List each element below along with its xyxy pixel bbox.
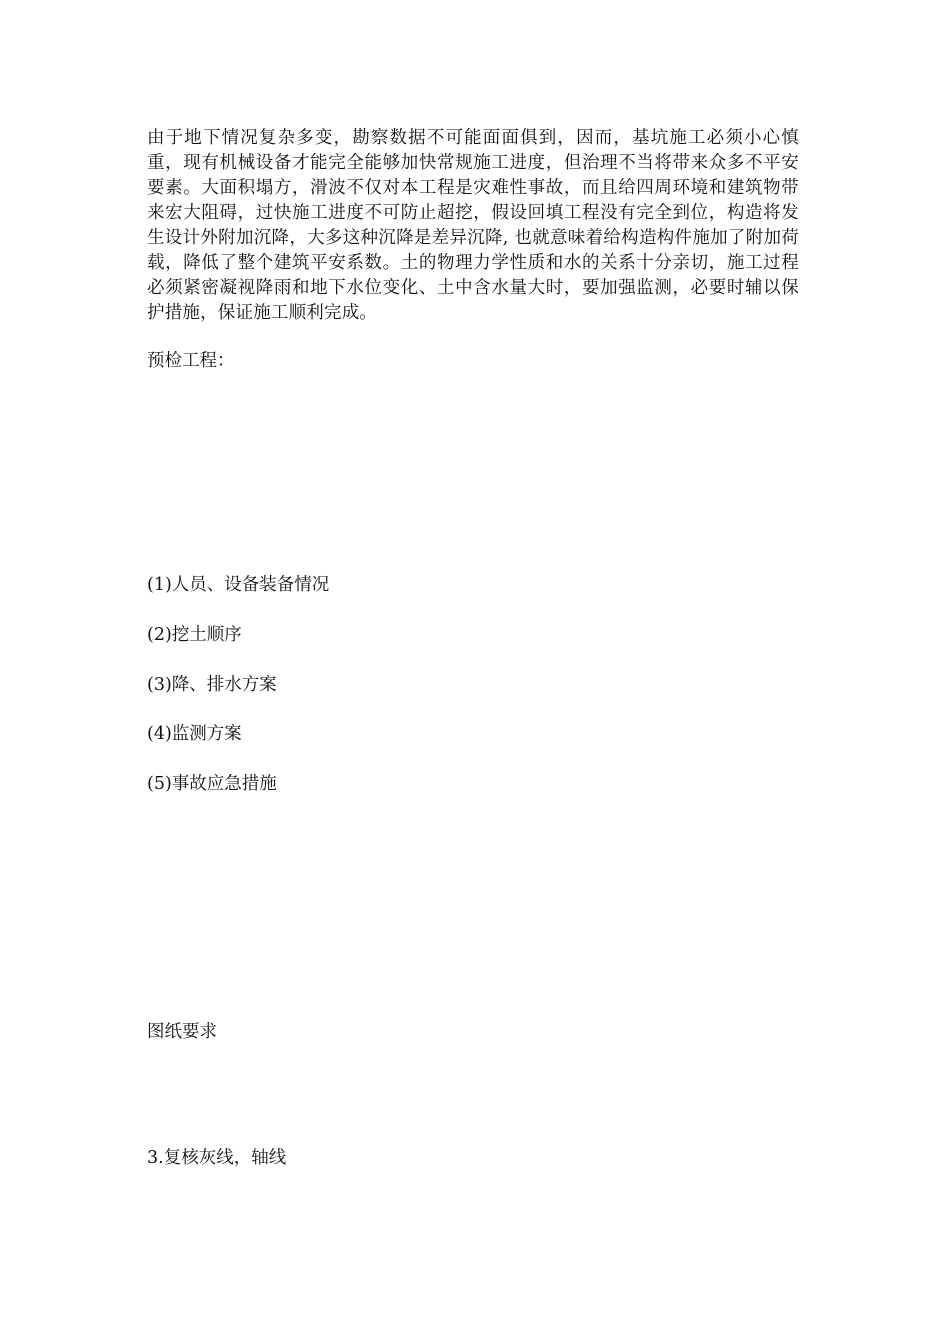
list-item-dewatering-plan: (3)降、排水方案 [147, 675, 277, 695]
recheck-lines-heading: 3.复核灰线，轴线 [147, 1148, 287, 1168]
drawing-requirements-heading: 图纸要求 [147, 1022, 217, 1042]
intro-paragraph: 由于地下情况复杂多变，勘察数据不可能面面俱到，因而，基坑施工必须小心慎重，现有机械设备才能完全能够加快常规施工进度，但治理不当将带来众多不平安要素。大面积塌方，滑波不仅对本工程是灾难性事故，而且给四周环境和建筑物带来宏大阻碍，过快施工进度不可防止超挖，假设回填工程没有完全到位，构造将发生设计外附加沉降，大多这种沉降是差异沉降, 也就意味着给构造构件施加了附加荷载，降低了整个建筑平安系数。土的物理力学性质和水的关系十分亲切，施工过程必须紧密凝视降雨和地下水位变化、土中含水量大时，要加强监测，必要时辅以保护措施，保证施工顺利完成。 [147, 128, 799, 323]
precheck-heading: 预检工程： [147, 351, 235, 371]
list-item-personnel-equipment: (1)人员、设备装备情况 [147, 575, 330, 595]
list-item-excavation-sequence: (2)挖土顺序 [147, 625, 242, 645]
list-item-monitoring-plan: (4)监测方案 [147, 724, 242, 744]
list-item-emergency-measures: (5)事故应急措施 [147, 774, 277, 794]
